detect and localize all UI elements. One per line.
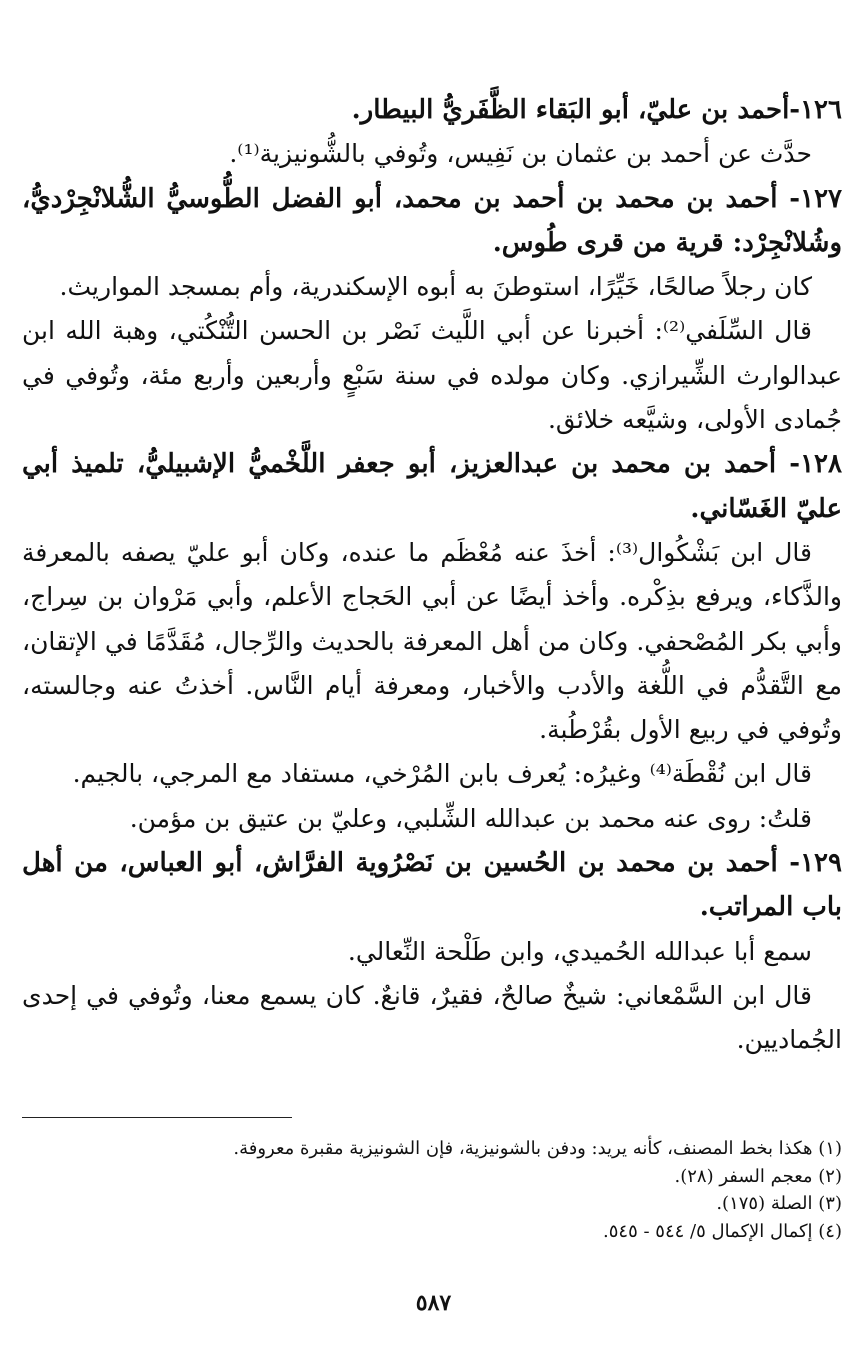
- paragraph: قال السِّلَفي⁽²⁾: أخبرنا عن أبي اللَّيث نَصْر بن الحسن التُّنْكُتي، وهبة الله ابن عبدالوارث الشِّيرازي. وكان مولده في سنة سَبْعٍ وأربعين وأربع مئة، وتُوفي في جُمادى الأولى، وشيَّعه خلائق.: [22, 316, 842, 435]
- entry-heading: ١٢٦-أحمد بن عليّ، أبو البَقاء الظَّفَريُّ البيطار.: [351, 95, 842, 125]
- paragraph: حدَّث عن أحمد بن عثمان بن نَفِيس، وتُوفي بالشُّونيزية⁽¹⁾.: [229, 139, 812, 169]
- paragraph: قال ابن السَّمْعاني: شيخٌ صالحٌ، فقيرٌ، قانعٌ. كان يسمع معنا، وتُوفي في إحدى الجُماديين.: [22, 980, 842, 1055]
- main-text: [22, 88, 842, 1063]
- paragraph: قال ابن بَشْكُوال⁽³⁾: أخذَ عنه مُعْظَم ما عنده، وكان أبو عليّ يصفه بالمعرفة والذَّكاء، ويرفع بذِكْره. وأخذ أيضًا عن أبي الحَجاج الأعلم، وأبي مَرْوان بن سِراج، وأبي بكر المُصْحفي. وكان من أهل المعرفة بالحديث والرِّجال، مُقَدَّمًا في الإتقان، مع التَّقدُّم في اللُّغة والأدب والأخبار، ومعرفة أيام النَّاس. أخذتُ عنه وجالسته، وتُوفي في ربيع الأول بقُرْطُبة.: [22, 537, 842, 745]
- entry-heading: ١٢٨- أحمد بن محمد بن عبدالعزيز، أبو جعفر اللَّخْميُّ الإشبيليُّ، تلميذ أبي عليّ الغَسّاني.: [22, 449, 842, 524]
- footnote: (٢) معجم السفر (٢٨).: [674, 1165, 842, 1187]
- footnote-separator: [22, 1117, 292, 1118]
- paragraph: قال ابن نُقْطَة⁽⁴⁾ وغيرُه: يُعرف بابن المُرْخي، مستفاد مع المرجي، بالجيم.: [72, 759, 812, 789]
- entry-heading: ١٢٩- أحمد بن محمد بن الحُسين بن نَصْرُوية الفرَّاش، أبو العباس، من أهل باب المراتب.: [22, 848, 842, 923]
- footnote: (٣) الصلة (١٧٥).: [716, 1193, 842, 1214]
- paragraph: سمع أبا عبدالله الحُميدي، وابن طَلْحة النِّعالي.: [347, 936, 812, 966]
- footnote: (٤) إكمال الإكمال ٥/ ٥٤٤ - ٥٤٥.: [603, 1220, 842, 1242]
- page-number: ٥٨٧: [415, 1290, 452, 1316]
- footnote: (١) هكذا بخط المصنف، كأنه يريد: ودفن بالشونيزية، فإن الشونيزية مقبرة معروفة.: [233, 1138, 842, 1159]
- paragraph: كان رجلاً صالحًا، خَيِّرًا، استوطنَ به أبوه الإسكندرية، وأم بمسجد المواريث.: [59, 272, 812, 302]
- footnotes: [22, 1135, 842, 1245]
- paragraph: قلتُ: روى عنه محمد بن عبدالله الشِّلبي، وعليّ بن عتيق بن مؤمن.: [129, 803, 812, 833]
- entry-heading: ١٢٧- أحمد بن محمد بن أحمد بن محمد، أبو الفضل الطُّوسيُّ الشُّلانْجِرْديُّ، وشُلانْجِرْد: قرية من قرى طُوس.: [22, 183, 843, 258]
